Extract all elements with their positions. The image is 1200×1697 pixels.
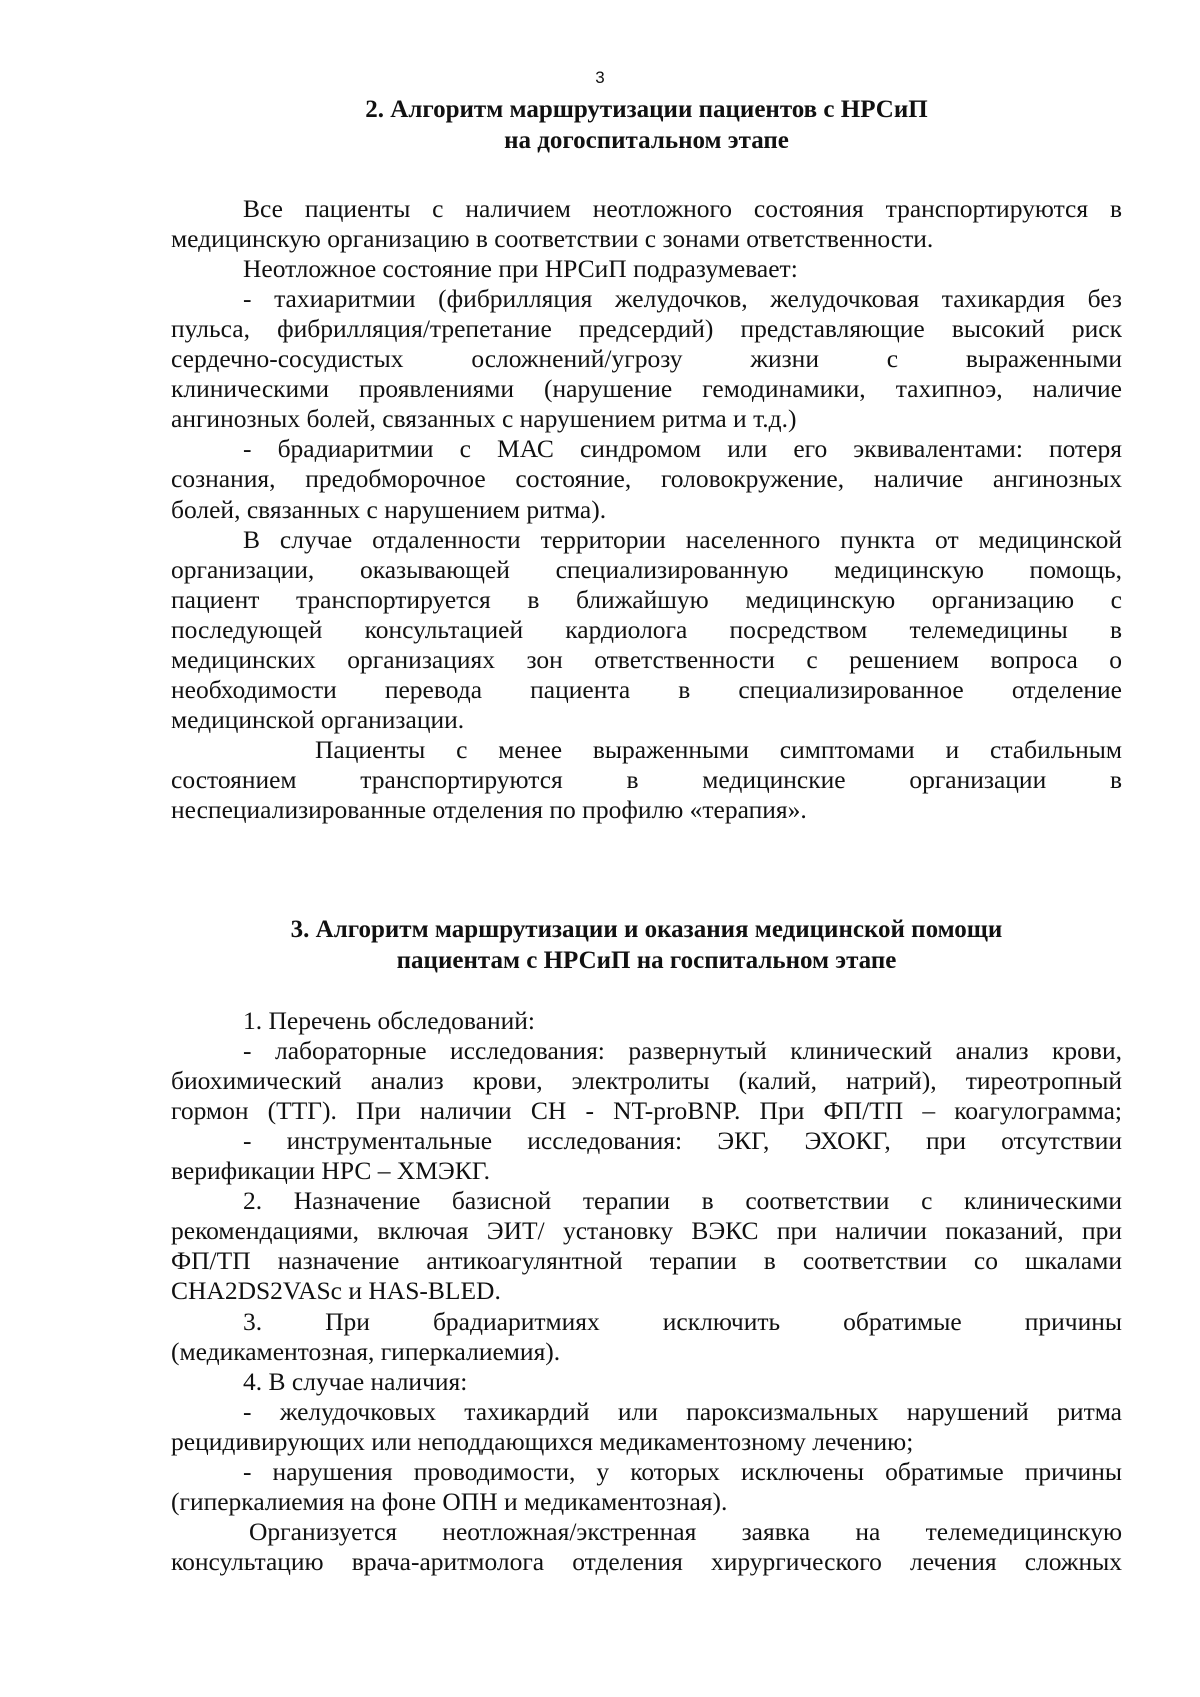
section2-text-line: медицинской организации. xyxy=(171,704,465,734)
section2-text-line: В случае отдаленности территории населенного пункта от медицинской xyxy=(243,524,1122,554)
section3-text-line: 3. При брадиаритмиях исключить обратимые причины xyxy=(243,1306,1122,1336)
section2-text-line: - тахиаритмии (фибрилляция желудочков, желудочковая тахикардия без xyxy=(243,284,1122,314)
page-number: 3 xyxy=(595,68,605,87)
section2-text-line: последующей консультацией кардиолога посредством телемедицины в xyxy=(171,614,1122,644)
section2-text-line: необходимости перевода пациента в специализированное отделение xyxy=(171,674,1122,704)
section2-text-line: - брадиаритмии с МАС синдромом или его эквивалентами: потеря xyxy=(243,434,1122,464)
section3-text-line: биохимический анализ крови, электролиты (калий, натрий), тиреотропный xyxy=(171,1066,1122,1096)
section3-text-line: консультацию врача-аритмолога отделения хирургического лечения сложных xyxy=(171,1546,1122,1576)
section2-text-line: Все пациенты с наличием неотложного состояния транспортируются в xyxy=(243,194,1122,223)
section3-text-line: ФП/ТП назначение антикоагулянтной терапии в соответствии со шкалами xyxy=(171,1246,1122,1276)
section2-text-line: сердечно-сосудистых осложнений/угрозу жизни с выраженными xyxy=(171,344,1122,374)
section3-text-line: - желудочковых тахикардий или пароксизмальных нарушений ритма xyxy=(243,1396,1122,1426)
section2-text-line: Пациенты с менее выраженными симптомами и стабильным xyxy=(315,734,1122,764)
section2-text-line: Неотложное состояние при НРСиП подразумевает: xyxy=(243,254,798,284)
section3-text-line: 1. Перечень обследований: xyxy=(243,1006,535,1035)
section3-text-line: - инструментальные исследования: ЭКГ, ЭХОКГ, при отсутствии xyxy=(243,1126,1122,1156)
section2-text-line: неспециализированные отделения по профилю «терапия». xyxy=(171,795,807,824)
section3-text-line: CHA2DS2VASc и HAS-BLED. xyxy=(171,1276,501,1306)
section3-text-line: (медикаментозная, гиперкалиемия). xyxy=(171,1336,561,1366)
section-3-heading-line-1: 3. Алгоритм маршрутизации и оказания медицинской помощи xyxy=(290,916,1003,943)
section3-text-line: Организуется неотложная/экстренная заявка на телемедицинскую xyxy=(249,1516,1122,1546)
section-3-heading xyxy=(171,914,1122,976)
section2-text-line: ангинозных болей, связанных с нарушением ритма и т.д.) xyxy=(171,404,797,434)
section2-text-line: болей, связанных с нарушением ритма). xyxy=(171,494,607,524)
section3-text-line: гормон (ТТГ). При наличии СН - NT-proBNP. При ФП/ТП – коагулограмма; xyxy=(171,1096,1122,1126)
section2-text-line: пульса, фибрилляция/трепетание предсердий) представляющие высокий риск xyxy=(171,314,1122,344)
section-2-heading-line-1: 2. Алгоритм маршрутизации пациентов с НРСиП xyxy=(365,96,928,123)
section-2-heading xyxy=(171,94,1122,156)
section3-text-line: рекомендациями, включая ЭИТ/ установку ВЭКС при наличии показаний, при xyxy=(171,1216,1122,1246)
section3-text-line: - лабораторные исследования: развернутый клинический анализ крови, xyxy=(243,1036,1122,1066)
section3-text-line: (гиперкалиемия на фоне ОПН и медикаментозная). xyxy=(171,1486,728,1516)
section2-text-line: клиническими проявлениями (нарушение гемодинамики, тахипноэ, наличие xyxy=(171,374,1122,404)
section-2-heading-line-2: на догоспитальном этапе xyxy=(504,127,789,154)
section2-text-line: организации, оказывающей специализированную медицинскую помощь, xyxy=(171,554,1122,584)
section2-text-line: пациент транспортируется в ближайшую медицинскую организацию с xyxy=(171,584,1122,614)
section2-text-line: медицинскую организацию в соответствии с зонами ответственности. xyxy=(171,224,934,254)
section3-text-line: 2. Назначение базисной терапии в соответствии с клиническими xyxy=(243,1186,1122,1216)
section2-text-line: медицинских организациях зон ответственности с решением вопроса о xyxy=(171,644,1122,674)
section2-text-line: сознания, предобморочное состояние, головокружение, наличие ангинозных xyxy=(171,464,1122,494)
section3-text-line: рецидивирующих или неподдающихся медикаментозному лечению; xyxy=(171,1426,914,1456)
section3-text-line: верификации НРС – ХМЭКГ. xyxy=(171,1156,490,1186)
section2-text-line: состоянием транспортируются в медицинские организации в xyxy=(171,764,1122,794)
section3-text-line: 4. В случае наличия: xyxy=(243,1366,468,1396)
section3-text-line: - нарушения проводимости, у которых исключены обратимые причины xyxy=(243,1456,1122,1486)
section-3-heading-line-2: пациентам с НРСиП на госпитальном этапе xyxy=(396,947,897,974)
